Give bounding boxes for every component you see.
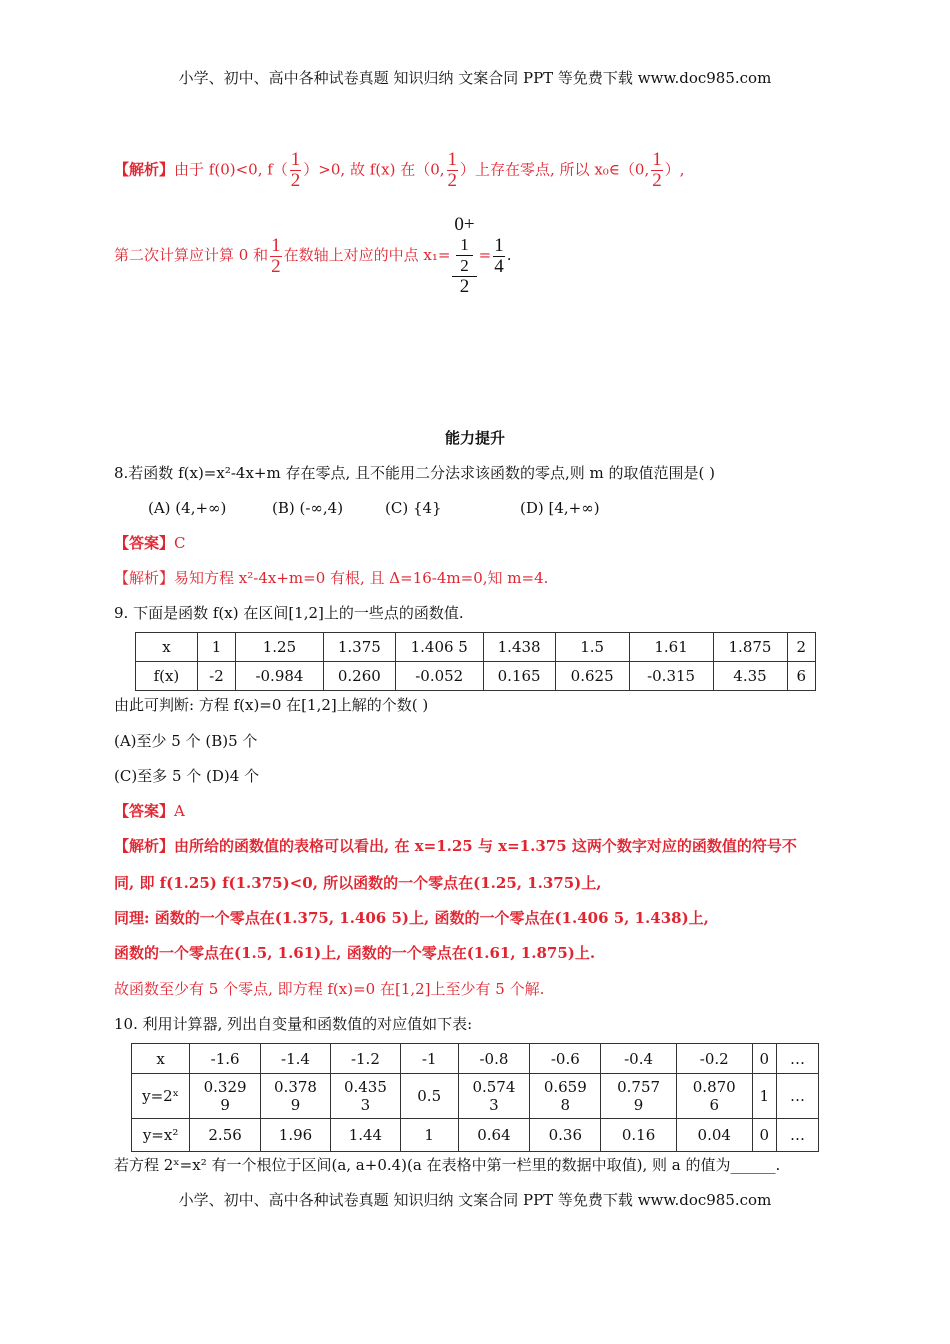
table-cell: -1.6 [190, 1044, 261, 1074]
analysis-label: 【解析】 [114, 837, 175, 855]
table-cell: 0.378 9 [261, 1074, 331, 1119]
table-row [132, 1044, 819, 1074]
table-cell: 6 [787, 662, 816, 691]
page-footer: 小学、初中、高中各种试卷真题 知识归纳 文案合同 PPT 等免费下载 www.doc985.com [178, 1191, 772, 1209]
table-cell: 0.574 3 [458, 1074, 530, 1119]
q8-answer [114, 533, 186, 553]
table-cell: 1.375 [323, 633, 395, 662]
table-cell: 0.04 [676, 1119, 752, 1152]
table-cell: 0.16 [601, 1119, 677, 1152]
analysis-text: 易知方程 x²-4x+m=0 有根, 且 Δ=16-4m=0,知 m=4. [174, 569, 549, 587]
analysis-text: 由所给的函数值的表格可以看出, 在 x=1.25 与 x=1.375 这两个数字对应的函数值的符号不 [174, 837, 797, 855]
table-row [132, 1119, 819, 1152]
table-cell: 0.435 3 [330, 1074, 400, 1119]
q9-table [135, 632, 816, 691]
fraction-quarter: $\frac{1}{4}$ [494, 234, 504, 277]
table-cell: 0.870 6 [676, 1074, 752, 1119]
table-cell: -0.2 [676, 1044, 752, 1074]
table-cell: 1.875 [713, 633, 787, 662]
q9-options-cd: (C)至多 5 个 (D)4 个 [114, 767, 260, 785]
q9-analysis-line5: 故函数至少有 5 个零点, 即方程 f(x)=0 在[1,2]上至少有 5 个解. [114, 980, 545, 998]
table-cell: 0.36 [530, 1119, 601, 1152]
table-cell: 0.5 [400, 1074, 458, 1119]
q7-analysis-line1 [114, 150, 685, 191]
answer-label: 【答案】 [114, 534, 175, 552]
table-cell: 1 [752, 1074, 776, 1119]
fraction-midpoint: 0+ 1 2 2 [454, 214, 475, 297]
table-row [136, 662, 816, 691]
q8-stem: 8.若函数 f(x)=x²-4x+m 存在零点, 且不能用二分法求该函数的零点,则 m 的取值范围是( ) [114, 464, 716, 482]
q8-option-d: (D) [4,+∞) [520, 499, 600, 517]
table-row [132, 1074, 819, 1119]
table-cell: 0.165 [483, 662, 555, 691]
fraction-half: $\frac{1}{2}$ [652, 149, 662, 191]
table-cell: 1.61 [629, 633, 713, 662]
fraction-half: $\frac{1}{2}$ [271, 234, 281, 277]
table-cell: -0.052 [395, 662, 483, 691]
analysis-label: 【解析】 [114, 569, 175, 587]
table-cell: 1 [197, 633, 235, 662]
row-header-cell: x [132, 1044, 190, 1074]
table-cell: -0.6 [530, 1044, 601, 1074]
q8-option-b: (B) (-∞,4) [272, 499, 344, 517]
table-cell: -0.8 [458, 1044, 530, 1074]
q9-analysis-line2: 同, 即 f(1.25) f(1.375)<0, 所以函数的一个零点在(1.25, 1.375)上, [114, 874, 602, 892]
table-cell: … [777, 1044, 819, 1074]
answer-value: A [174, 802, 185, 820]
row-header-cell: y=x² [132, 1119, 190, 1152]
q8-option-a: (A) (4,+∞) [148, 499, 227, 517]
q9-analysis-line4: 函数的一个零点在(1.5, 1.61)上, 函数的一个零点在(1.61, 1.875)上. [114, 944, 596, 962]
table-cell: 0.329 9 [190, 1074, 261, 1119]
q8-analysis [114, 568, 548, 588]
q10-stem: 10. 利用计算器, 列出自变量和函数值的对应值如下表: [114, 1015, 473, 1033]
table-cell: 1.96 [261, 1119, 331, 1152]
row-header-cell: x [136, 633, 198, 662]
table-cell: 1 [400, 1119, 458, 1152]
table-cell: 1.25 [236, 633, 324, 662]
fraction-half: $\frac{1}{2}$ [447, 149, 458, 191]
page-header: 小学、初中、高中各种试卷真题 知识归纳 文案合同 PPT 等免费下载 www.doc985.com [178, 69, 772, 87]
table-cell: 0 [752, 1044, 776, 1074]
answer-value: C [174, 534, 186, 552]
analysis-label: 【解析】 [114, 160, 175, 179]
answer-label: 【答案】 [114, 802, 175, 820]
q10-table [131, 1043, 819, 1152]
fraction-half: $\frac{1}{2}$ [290, 149, 301, 191]
q9-stem: 9. 下面是函数 f(x) 在区间[1,2]上的一些点的函数值. [114, 604, 464, 622]
table-cell: 1.5 [555, 633, 629, 662]
q10-question: 若方程 2ˣ=x² 有一个根位于区间(a, a+0.4)(a 在表格中第一栏里的数据中取值), 则 a 的值为______. [114, 1156, 781, 1174]
table-cell: -0.315 [629, 662, 713, 691]
q8-option-c: (C) {4} [385, 499, 442, 517]
table-cell: 1.44 [330, 1119, 400, 1152]
q9-analysis-line1 [114, 836, 797, 856]
q7-analysis-line2 [114, 215, 511, 297]
table-cell: -0.4 [601, 1044, 677, 1074]
text: ）, [664, 160, 685, 179]
text: . [506, 246, 512, 264]
q9-options-ab: (A)至少 5 个 (B)5 个 [114, 732, 258, 750]
table-cell: -0.984 [236, 662, 324, 691]
row-header-cell: f(x) [136, 662, 198, 691]
table-cell: 1.438 [483, 633, 555, 662]
table-cell: 0.625 [555, 662, 629, 691]
text: = [478, 246, 492, 264]
table-cell: -1.4 [261, 1044, 331, 1074]
table-cell: … [777, 1119, 819, 1152]
q9-analysis-line3: 同理: 函数的一个零点在(1.375, 1.406 5)上, 函数的一个零点在(1.406 5, 1.438)上, [114, 909, 709, 927]
section-title: 能力提升 [444, 429, 505, 447]
text: 第二次计算应计算 0 和 [114, 246, 269, 264]
table-cell: 0.260 [323, 662, 395, 691]
table-cell: 1.406 5 [395, 633, 483, 662]
table-cell: 2.56 [190, 1119, 261, 1152]
table-cell: -1 [400, 1044, 458, 1074]
table-cell: 0 [752, 1119, 776, 1152]
q9-question: 由此可判断: 方程 f(x)=0 在[1,2]上解的个数( ) [114, 696, 429, 714]
table-cell: 0.659 8 [530, 1074, 601, 1119]
table-cell: 2 [787, 633, 816, 662]
text: 由于 f(0)<0, f（ [174, 160, 288, 179]
table-cell: 0.64 [458, 1119, 530, 1152]
table-cell: 4.35 [713, 662, 787, 691]
table-cell: -1.2 [330, 1044, 400, 1074]
q9-answer [114, 801, 185, 821]
table-cell: … [777, 1074, 819, 1119]
row-header-cell: y=2ˣ [132, 1074, 190, 1119]
text: ）上存在零点, 所以 x₀∈（0, [460, 160, 650, 179]
text: ）>0, 故 f(x) 在（0, [303, 160, 445, 179]
table-row [136, 633, 816, 662]
text: 在数轴上对应的中点 x₁= [283, 246, 451, 264]
table-cell: 0.757 9 [601, 1074, 677, 1119]
table-cell: -2 [197, 662, 235, 691]
